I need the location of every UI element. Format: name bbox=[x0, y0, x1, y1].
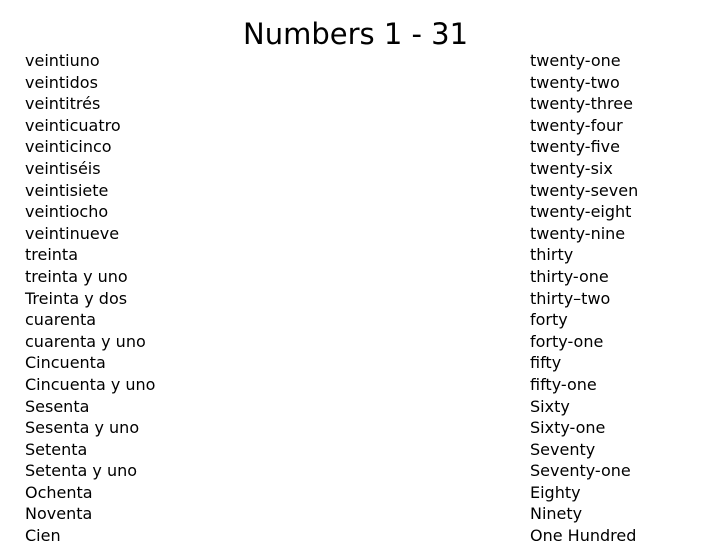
english-number: fifty-one bbox=[530, 374, 597, 394]
english-number: twenty-five bbox=[530, 137, 620, 157]
spanish-number: veintiuno bbox=[25, 51, 100, 70]
english-number-list bbox=[530, 50, 638, 547]
english-number: Eighty bbox=[530, 482, 581, 502]
english-number: twenty-two bbox=[530, 72, 620, 92]
spanish-number: Setenta bbox=[25, 439, 88, 459]
spanish-number: veintiséis bbox=[25, 158, 101, 178]
spanish-number: veintitrés bbox=[25, 94, 101, 114]
english-number: twenty-one bbox=[530, 51, 621, 70]
english-number: Sixty bbox=[530, 396, 570, 416]
english-number: thirty-one bbox=[530, 266, 609, 286]
english-number: fifty bbox=[530, 353, 562, 373]
english-number: Seventy-one bbox=[530, 461, 631, 481]
english-number: forty-one bbox=[530, 331, 604, 351]
english-number: twenty-six bbox=[530, 158, 613, 178]
spanish-number-list bbox=[25, 50, 155, 547]
english-number: Ninety bbox=[530, 504, 583, 524]
spanish-number: veintidos bbox=[25, 72, 98, 92]
english-number: twenty-four bbox=[530, 115, 623, 135]
english-number: twenty-nine bbox=[530, 223, 626, 243]
spanish-number: Sesenta y uno bbox=[25, 418, 140, 438]
spanish-number: Cien bbox=[25, 526, 61, 546]
spanish-number: veintinueve bbox=[25, 223, 120, 243]
spanish-number: treinta y uno bbox=[25, 266, 128, 286]
spanish-number: Noventa bbox=[25, 504, 93, 524]
english-number: twenty-three bbox=[530, 94, 633, 114]
spanish-number: Treinta y dos bbox=[25, 288, 128, 308]
english-number: forty bbox=[530, 310, 568, 330]
spanish-number: veinticuatro bbox=[25, 115, 121, 135]
spanish-number: Ochenta bbox=[25, 482, 93, 502]
english-number: twenty-eight bbox=[530, 202, 632, 222]
spanish-number: Sesenta bbox=[25, 396, 90, 416]
english-number: One Hundred bbox=[530, 526, 637, 546]
english-number: Sixty-one bbox=[530, 418, 606, 438]
spanish-number: Cincuenta bbox=[25, 353, 106, 373]
spanish-number: veintiocho bbox=[25, 202, 109, 222]
spanish-number: Setenta y uno bbox=[25, 461, 138, 481]
spanish-number: treinta bbox=[25, 245, 79, 265]
english-number: thirty–two bbox=[530, 288, 611, 308]
spanish-number: veintisiete bbox=[25, 180, 109, 200]
page-title: Numbers 1 - 31 bbox=[243, 17, 469, 51]
spanish-number: cuarenta y uno bbox=[25, 331, 146, 351]
spanish-number: Cincuenta y uno bbox=[25, 374, 156, 394]
spanish-number: cuarenta bbox=[25, 310, 97, 330]
english-number: twenty-seven bbox=[530, 180, 639, 200]
spanish-number: veinticinco bbox=[25, 137, 112, 157]
english-number: thirty bbox=[530, 245, 574, 265]
english-number: Seventy bbox=[530, 439, 596, 459]
